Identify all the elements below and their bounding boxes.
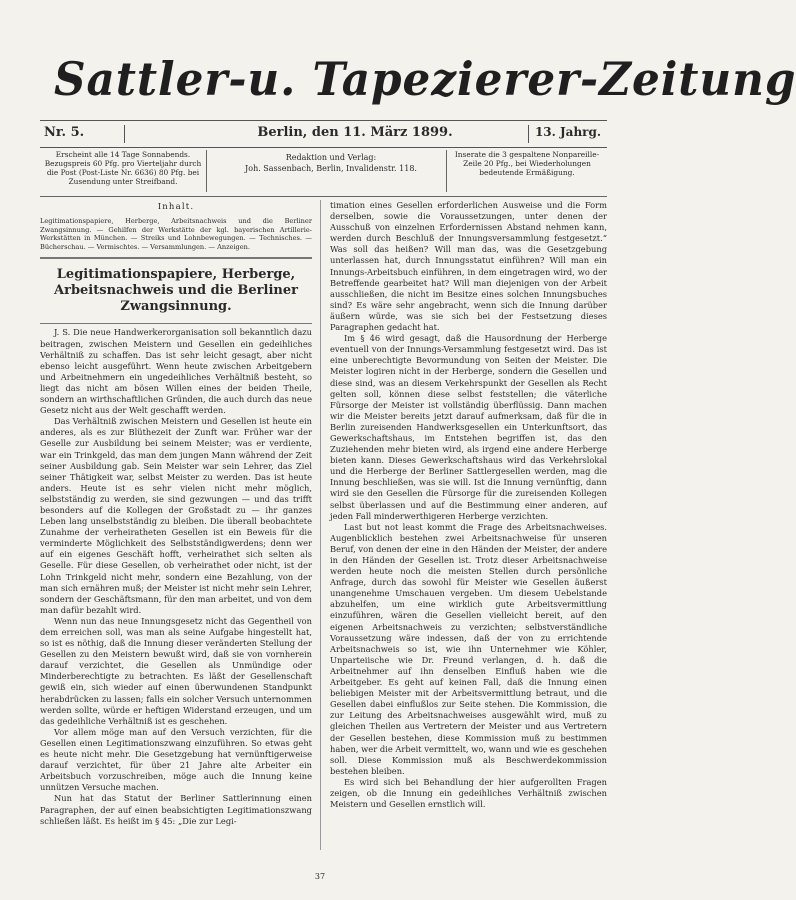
article-paragraph: Wenn nun das neue Innungsgesetz nicht das Gegentheil von dem erreichen soll, was man als seine Aufgabe hingestellt hat, so ist es nöthig, daß die Innung dieser veränderten Stellung der Gesellen zu den Meistern bewußt wird, daß sie von vornherein darauf verzichtet, die Gesellen als Unmündige oder Minderberechtigte zu betrachten. Es läßt der Gesellenschaft gewiß ein, sich wieder auf einen überwundenen Standpunkt herabdrücken zu lassen; falls ein solcher Versuch unternommen werden sollte, würde er heftigen Widerstand erzeugen, und um das gedeihliche Verhältniß ist es geschehen. [40,615,312,726]
article-paragraph: timation eines Gesellen erforderlichen Ausweise und die Form derselben, sowie die Voraussetzungen, unter denen der Ausschuß von einzelnen Erfordernissen Abstand nehmen kann, werden durch Beschluß der Innungsversammlung festgesetzt.“ Was soll das heißen? Will man das, was die Gesetzgebung unterlassen hat, durch Innungsstatut einführen? Will man ein Innungs-Arbeitsbuch einführen, in dem eingetragen wird, wo der Betreffende gearbeitet hat? Will man diejenigen von der Arbeit ausschließen, die nicht im Besitze eines solchen Innungsbuches sind? Es wäre sehr angebracht, wenn sich die Innung darüber äußern würde, was sie sich bei der Festsetzung dieses Paragraphen gedacht hat. [330,200,607,333]
article-paragraph: Es wird sich bei Behandlung der hier aufgerollten Fragen zeigen, ob die Innung ein gedeihliches Verhältniß zwischen Meistern und Gesellen ernstlich will. [330,776,607,810]
issue-number: Nr. 5. [40,125,125,143]
article-paragraph: Das Verhältniß zwischen Meistern und Gesellen ist heute ein anderes, als es zur Blüthezeit der Zunft war. Früher war der Geselle zur Ausbildung bei seinem Meister; was er verdiente, war ein Trinkgeld, das man dem jungen Mann während der Zeit seiner Ausbildung gab. Sein Meister war sein Lehrer, das Ziel seiner Thätigkeit war, selbst Meister zu werden. Das ist heute anders. Heute ist es sehr vielen nicht mehr möglich, selbstständig zu werden, sie sind gezwungen — und das trifft besonders auf die Kollegen der Großstadt zu — ihr ganzes Leben lang unselbstständig zu bleiben. Die überall beobachtete Zunahme der verheiratheten Gesellen ist ein Beweis für die verminderte Möglichkeit des Selbstständigwerdens; denn wer auf ein eigenes Geschäft hofft, verheirathet sich selten als Geselle. Für diese Gesellen, ob verheirathet oder nicht, ist der Lohn Trinkgeld nicht mehr, sondern eine Bezahlung, von der man sich ernähren muß; der Meister ist nicht mehr sein Lehrer, sondern der Geschäftsmann, für den man arbeitet, und von dem man dafür bezahlt wird. [40,416,312,615]
issue-line [40,120,607,148]
editorial-info [216,152,446,174]
article-paragraph: Im § 46 wird gesagt, daß die Hausordnung der Herberge eventuell von der Innungs-Versammlung festgesetzt wird. Das ist eine unberechtigte Bevormundung von Seiten der Meister. Die Meister logiren nicht in der Herberge, sondern die Gesellen und diese sind, was an diesem Verkehrspunkt der Gesellen als Recht gelten soll, können diese selbst feststellen; die väterliche Fürsorge der Meister ist vollständig überflüssig. Dann machen wir die Meister bereits jetzt darauf aufmerksam, daß für die in Berlin zureisenden Handwerksgesellen ein Unterkunftsort, das Gewerkschaftshaus, im Entstehen begriffen ist, das den Zuziehenden mehr bieten wird, als irgend eine andere Herberge bieten kann. Dieses Gewerkschaftshaus wird das Verkehrslokal und die Herberge der Berliner Sattlergesellen werden, mag die Innung beschließen, was sie will. Ist die Innung vernünftig, dann wird sie den Gesellen die Fürsorge für die zureisenden Kollegen selbst überlassen und auf die Bestimmung einer anderen, auf jeden Fall minderwerthigeren Herberge verzichten. [330,333,607,521]
toc-body: Legitimationspapiere, Herberge, Arbeitsnachweis und die Berliner Zwangsinnung. — Gehilfen der Werkstätte der kgl. bayerischen Artillerie-Werkstätten in München. — Streiks und Lohnbewegungen. — Technisches. — Bücherschau. — Vermischtes. — Versammlungen. — Anzeigen. [40,217,312,251]
article-paragraph: Vor allem möge man auf den Versuch verzichten, für die Gesellen einen Legitimationszwang einzuführen. So etwas geht es heute nicht mehr. Die Gesetzgebung hat vernünftigerweise darauf verzichtet, für über 21 Jahre alte Arbeiter ein Arbeitsbuch vorzuschreiben, möge auch die Innung keine unnützen Versuche machen. [40,726,312,793]
right-column [330,200,607,810]
article-paragraph: Nun hat das Statut der Berliner Sattlerinnung einen Paragraphen, der auf einen beabsichtigten Legitimationszwang schließen läßt. Es heißt im § 45: „Die zur Legi- [40,793,312,826]
page-number: 37 [314,872,326,881]
subscription-info: Erscheint alle 14 Tage Sonnabends. Bezugspreis 60 Pfg. pro Vierteljahr durch die Post (Post-Liste Nr. 6636) 80 Pfg. bei Zusendung unter Streifband. [40,150,207,192]
left-column [40,200,312,827]
masthead-title: Sattler-u. Tapezierer-Zeitung [54,52,796,106]
editorial-heading: Redaktion und Verlag: [285,153,377,162]
article-headline: Legitimationspapiere, Herberge, Arbeitsnachweis und die Berliner Zwangsinnung. [54,267,298,315]
article-paragraph: Last but not least kommt die Frage des Arbeitsnachweises. Augenblicklich bestehen zwei Arbeitsnachweise für unseren Beruf, von denen der eine in den Händen der Meister, der andere in den Händen der Gesellen ist. Trotz dieser Arbeitsnachweise werden heute noch die meisten Stellen durch persönliche Anfrage, durch das sowohl für Meister wie Gesellen äußerst unangenehme Umschauen vergeben. Um diesem Uebelstande abzuhelfen, um eine wirklich gute Arbeitsvermittlung einzuführen, wären die Gesellen vielleicht bereit, auf den eigenen Arbeitsnachweis zu verzichten; selbstverständliche Voraussetzung wäre indessen, daß der von zu errichtende Arbeitsnachweis so ist, wie ihn Unternehmer wie Köhler, Unparteiische wie Dr. Freund verlangen, d. h. daß die Arbeitnehmer auf ihn denselben Einfluß haben wie die Arbeitgeber. Es geht auf keinen Fall, daß die Innung einen beliebigen Meister mit der Arbeitsvermittlung betraut, und die Gesellen dabei einflußlos zur Seite stehen. Die Kommission, die zur Leitung des Arbeitsnachweises ausgewählt wird, muß zu gleichen Theilen aus Vertretern der Meister und aus Vertretern der Gesellen bestehen, diese Kommission muß zu bestimmen haben, wer die Arbeit vermittelt, wo, wann und wie es geschehen soll. Diese Kommission muß als Beschwerdekommission bestehen bleiben. [330,521,607,776]
advert-rates-info: Inserate die 3 gespaltene Nonpareille-Zeile 20 Pfg., bei Wiederholungen bedeutende Ermäßigung. [446,150,607,192]
headline-rule [40,323,312,324]
info-row [40,150,607,197]
issue-year: 13. Jahrg. [528,125,607,143]
issue-place-date: Berlin, den 11. März 1899. [257,125,453,140]
article-paragraph: J. S. Die neue Handwerkerorganisation soll bekanntlich dazu beitragen, zwischen Meistern und Gesellen ein gedeihliches Verhältniß zu schaffen. Das ist sehr leicht gesagt, aber nicht ebenso leicht ausgeführt. Wenn heute zwischen Arbeitgebern und Arbeitnehmern ein ungedeihliches Verhältniß besteht, so liegt das nicht am bösen Willen eines der beiden Theile, sondern an wirthschaftlichen Gründen, die auch durch das neue Gesetz nicht aus der Welt geschafft werden. [40,327,312,416]
column-divider [320,200,321,850]
toc-title: Inhalt. [157,202,195,212]
publisher-line: Joh. Sassenbach, Berlin, Invalidenstr. 118. [245,164,417,173]
toc-rule [40,257,312,259]
